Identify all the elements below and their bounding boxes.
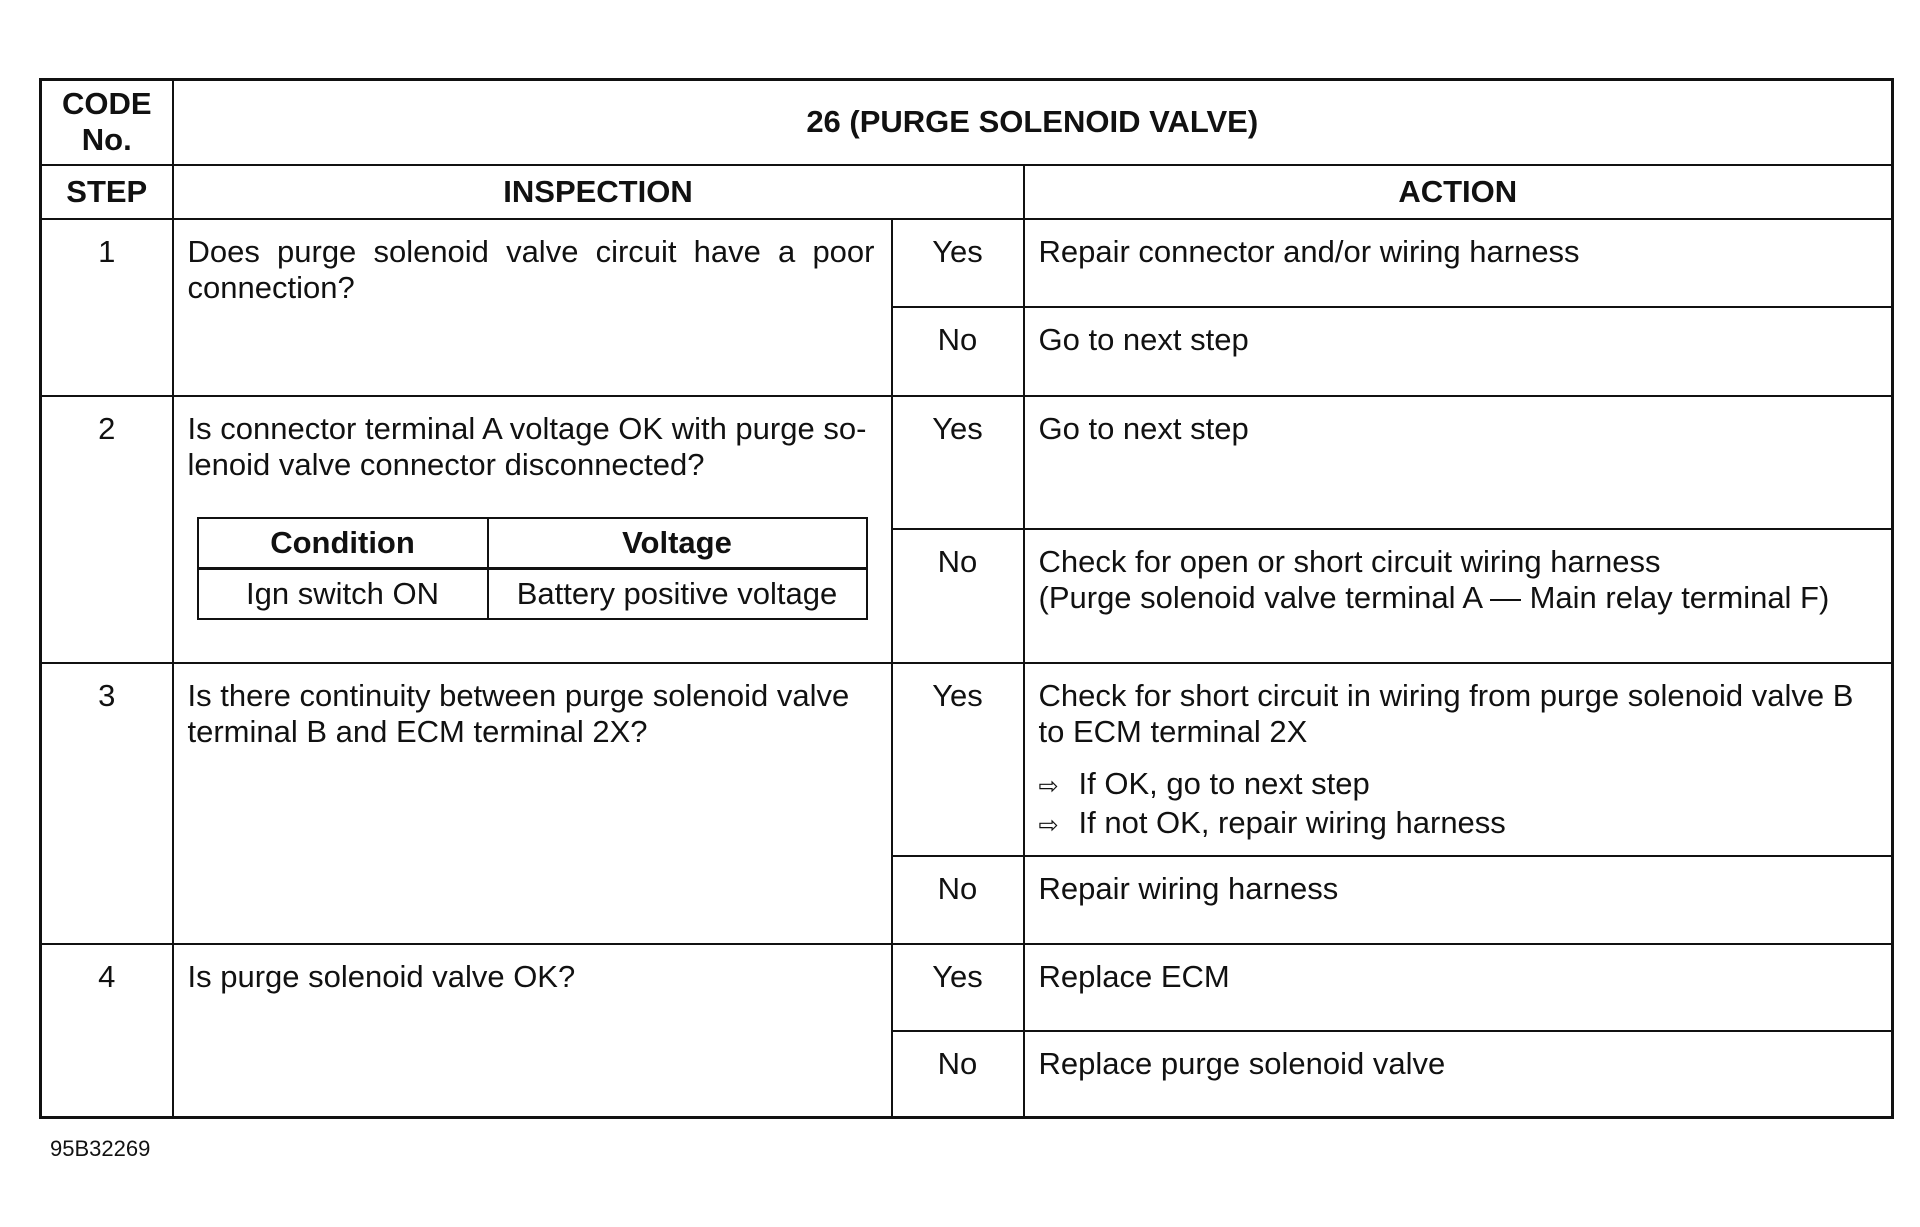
- action-cell: [1024, 529, 1893, 663]
- diagnostic-table: [39, 78, 1894, 1119]
- inspection-text-line2: terminal B and ECM terminal 2X?: [187, 713, 648, 749]
- table-row: [41, 944, 1893, 1031]
- table-row: [41, 396, 1893, 529]
- action-text: Replace ECM: [1024, 944, 1893, 1031]
- action-text-line1: Check for open or short circuit wiring harness: [1038, 543, 1661, 579]
- inspection-cell: [173, 663, 892, 944]
- step-number: 2: [41, 396, 173, 663]
- step-number: 4: [41, 944, 173, 1118]
- no-label: No: [892, 307, 1024, 396]
- action-text: Go to next step: [1024, 396, 1893, 529]
- condition-header: Condition: [198, 518, 488, 569]
- code-label: [41, 80, 173, 165]
- voltage-header: Voltage: [488, 518, 867, 569]
- action-not-ok-line: [1039, 805, 1878, 844]
- action-ok-line: [1039, 766, 1878, 805]
- action-text: Go to next step: [1024, 307, 1893, 396]
- inspection-text-line2: lenoid valve connector disconnected?: [187, 446, 705, 482]
- action-cell: [1024, 663, 1893, 856]
- action-text-line1: Check for short circuit in wiring from purge solenoid valve B: [1038, 677, 1854, 713]
- code-label-line1: CODE: [61, 86, 152, 122]
- code-label-line2: No.: [81, 122, 132, 158]
- code-row: [41, 80, 1893, 165]
- action-text-line2: (Purge solenoid valve terminal A — Main relay terminal F): [1038, 579, 1830, 615]
- condition-table: [197, 517, 868, 620]
- action-not-ok-text: If not OK, repair wiring harness: [1078, 804, 1506, 840]
- action-text-line2: to ECM terminal 2X: [1038, 713, 1308, 749]
- table-row: [41, 663, 1893, 856]
- inspection-cell: [173, 396, 892, 663]
- action-header: ACTION: [1024, 165, 1893, 219]
- yes-label: Yes: [892, 663, 1024, 856]
- no-label: No: [892, 1031, 1024, 1118]
- condition-value: Ign switch ON: [198, 568, 488, 619]
- arrow-right-icon: ⇨: [1038, 811, 1059, 839]
- step-number: 3: [41, 663, 173, 944]
- arrow-right-icon: ⇨: [1038, 772, 1059, 800]
- column-header-row: [41, 165, 1893, 219]
- figure-code: 95B32269: [50, 1136, 151, 1161]
- inspection-text: Does purge solenoid valve circuit have a poor connection?: [173, 219, 892, 396]
- yes-label: Yes: [892, 396, 1024, 529]
- yes-label: Yes: [892, 944, 1024, 1031]
- voltage-value: Battery positive voltage: [488, 568, 867, 619]
- action-text: Replace purge solenoid valve: [1024, 1031, 1893, 1118]
- action-ok-text: If OK, go to next step: [1078, 765, 1370, 801]
- inspection-header: INSPECTION: [173, 165, 1024, 219]
- action-text: Repair connector and/or wiring harness: [1024, 219, 1893, 307]
- code-title: 26 (PURGE SOLENOID VALVE): [173, 80, 1893, 165]
- step-number: 1: [41, 219, 173, 396]
- step-header: STEP: [41, 165, 173, 219]
- no-label: No: [892, 856, 1024, 944]
- table-row: [41, 219, 1893, 307]
- inspection-text-line1: Is connector terminal A voltage OK with purge so-: [187, 410, 867, 446]
- inspection-text: Is purge solenoid valve OK?: [173, 944, 892, 1118]
- no-label: No: [892, 529, 1024, 663]
- inspection-text-line1: Is there continuity between purge solenoid valve: [187, 677, 850, 713]
- yes-label: Yes: [892, 219, 1024, 307]
- action-text: Repair wiring harness: [1024, 856, 1893, 944]
